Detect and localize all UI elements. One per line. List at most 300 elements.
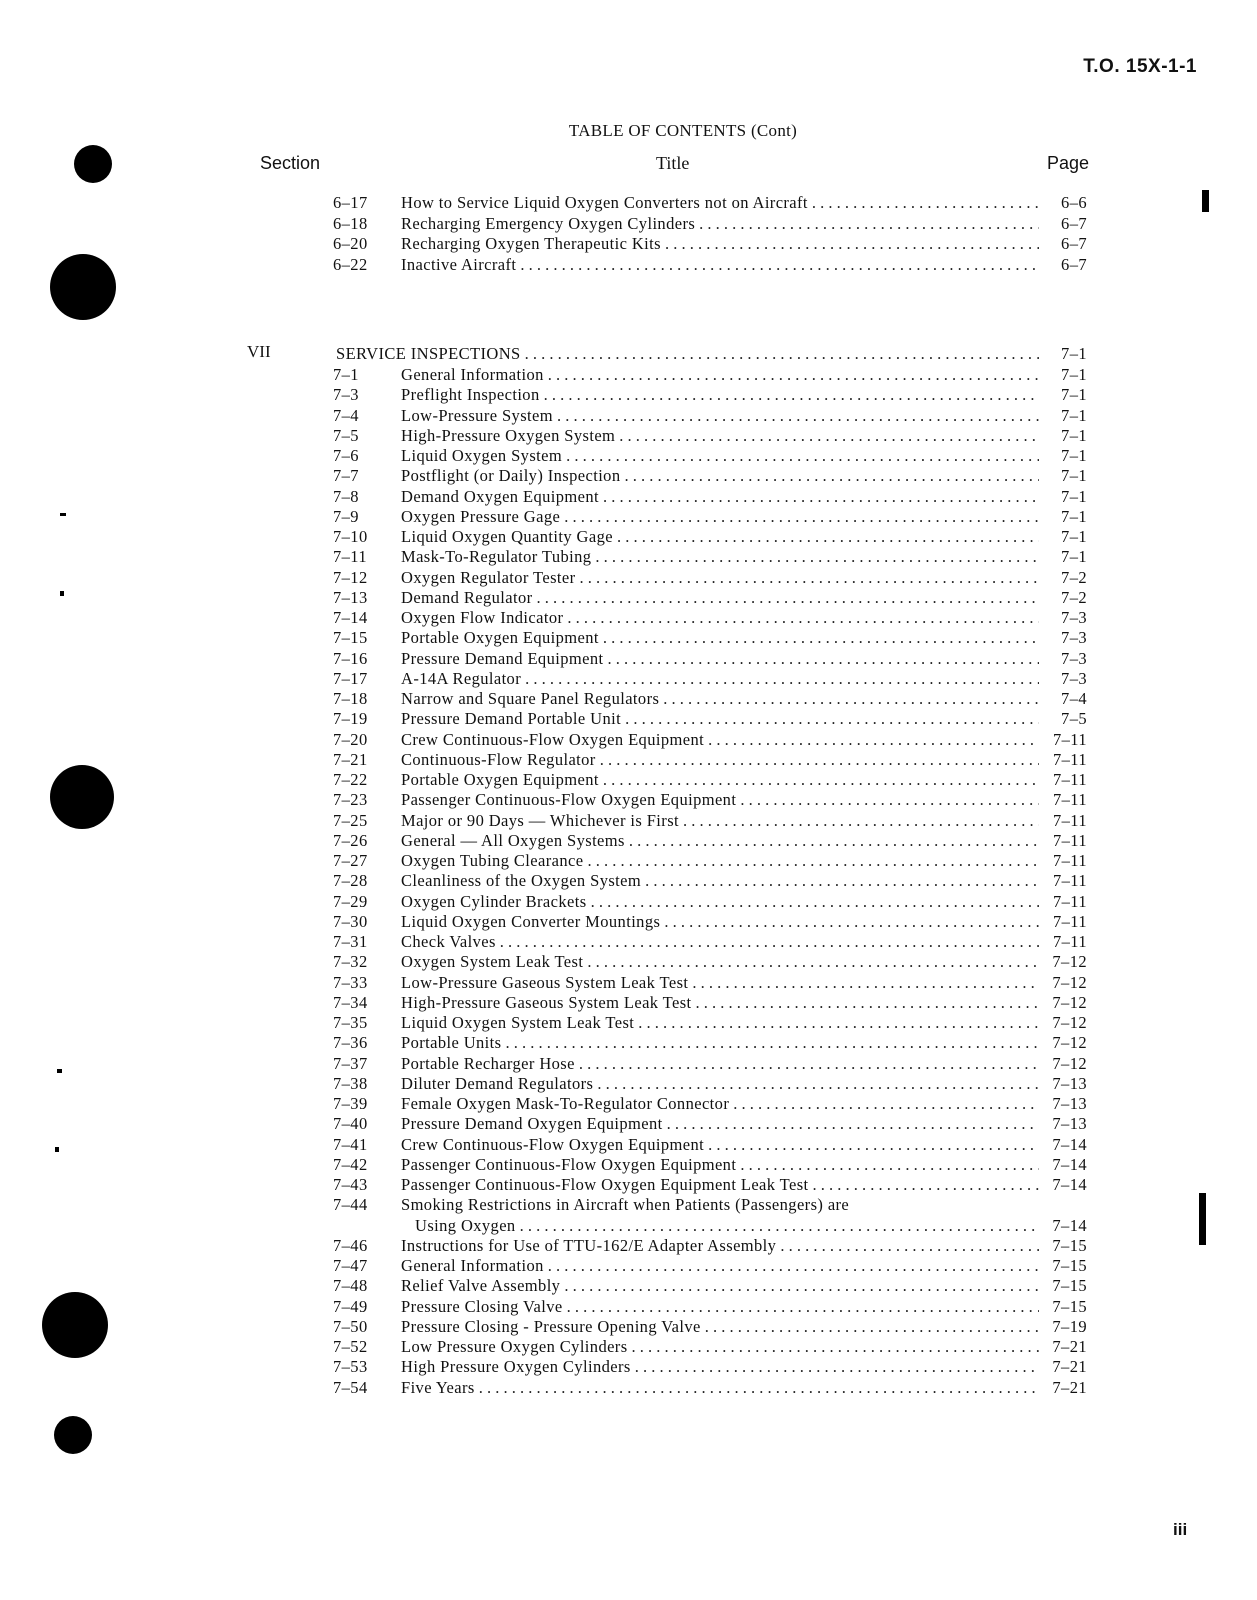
toc-title: Narrow and Square Panel Regulators [401,689,660,708]
toc-title-wrap [401,790,1087,810]
toc-title: Oxygen System Leak Test [401,952,584,971]
toc-paragraph-number: 7–36 [333,1033,368,1052]
toc-page-ref: 7–1 [1061,507,1087,526]
toc-title-wrap [401,1094,1087,1114]
toc-title-wrap [401,1337,1087,1357]
dot-leader [597,1074,1039,1094]
toc-title: Pressure Closing - Pressure Opening Valve [401,1317,701,1336]
toc-title: Passenger Continuous-Flow Oxygen Equipment [401,790,737,809]
toc-title: Cleanliness of the Oxygen System [401,871,642,890]
change-bar [1199,1193,1206,1245]
toc-entry[interactable] [333,1236,1087,1256]
toc-paragraph-number: 7–48 [333,1276,368,1295]
toc-title: Major or 90 Days — Whichever is First [401,811,679,830]
toc-title-wrap [401,750,1087,770]
toc-paragraph-number: 7–41 [333,1135,368,1154]
toc-title: Passenger Continuous-Flow Oxygen Equipment Leak Test [401,1175,809,1194]
toc-paragraph-number: 7–12 [333,568,368,587]
toc-entry[interactable] [333,1378,1087,1398]
toc-entry[interactable] [333,1114,1087,1134]
toc-entry[interactable] [333,547,1087,567]
dot-leader [645,871,1039,891]
toc-title: Portable Oxygen Equipment [401,628,599,647]
toc-title: General Information [401,1256,544,1275]
toc-title-wrap [401,892,1087,912]
toc-title-wrap [401,669,1087,689]
dot-leader [591,892,1039,912]
dot-leader [607,649,1039,669]
toc-title-wrap [401,770,1087,790]
dot-leader [603,487,1039,507]
toc-page-ref: 7–14 [1052,1216,1087,1235]
toc-title-wrap [401,1155,1087,1175]
toc-page-ref: 7–21 [1052,1337,1087,1356]
toc-paragraph-number: 7–52 [333,1337,368,1356]
binder-hole [54,1416,92,1454]
toc-title: Recharging Oxygen Therapeutic Kits [401,234,661,253]
toc-page-ref: 7–11 [1053,851,1087,870]
toc-title-wrap [401,932,1087,952]
dot-leader [780,1236,1039,1256]
dot-leader [537,588,1040,608]
dot-leader [708,730,1039,750]
toc-title-wrap [401,446,1087,466]
toc-entry[interactable] [333,365,1087,385]
dot-leader [595,547,1039,567]
toc-title: Postflight (or Daily) Inspection [401,466,621,485]
toc-paragraph-number: 6–20 [333,234,368,253]
toc-entry[interactable] [333,255,1087,275]
toc-paragraph-number: 7–7 [333,466,359,485]
toc-page-ref: 7–13 [1052,1094,1087,1113]
toc-title: Liquid Oxygen System [401,446,563,465]
toc-paragraph-number: 7–50 [333,1317,368,1336]
dot-leader [567,608,1039,628]
toc-entry[interactable] [333,649,1087,669]
toc-title-wrap [401,973,1087,993]
toc-title: Passenger Continuous-Flow Oxygen Equipment [401,1155,737,1174]
toc-title: Portable Recharger Hose [401,1054,575,1073]
toc-paragraph-number: 7–38 [333,1074,368,1093]
toc-page-ref: 7–11 [1053,871,1087,890]
toc-title-wrap [401,1357,1087,1377]
toc-entry[interactable] [333,1175,1087,1195]
toc-entry[interactable] [333,1297,1087,1317]
toc-paragraph-number: 7–32 [333,952,368,971]
binder-hole [74,145,112,183]
toc-title-wrap [401,507,1087,527]
dot-leader [663,689,1039,709]
toc-entry[interactable] [333,851,1087,871]
toc-paragraph-number: 7–49 [333,1297,368,1316]
binder-hole [50,254,116,320]
toc-title-wrap [401,1297,1087,1317]
toc-paragraph-number: 7–30 [333,912,368,931]
toc-title-wrap [401,487,1087,507]
toc-page-ref: 6–7 [1061,234,1087,253]
toc-page-ref: 7–11 [1053,892,1087,911]
toc-title-wrap [401,426,1087,446]
toc-entry[interactable] [333,1135,1087,1155]
toc-entry[interactable] [333,993,1087,1013]
toc-page-ref: 7–12 [1052,952,1087,971]
toc-entry[interactable] [333,892,1087,912]
toc-title: Preflight Inspection [401,385,540,404]
toc-paragraph-number: 6–17 [333,193,368,212]
toc-page-ref: 7–12 [1052,1013,1087,1032]
toc-entry[interactable] [333,588,1087,608]
toc-title: Oxygen Regulator Tester [401,568,576,587]
toc-entry[interactable] [333,669,1087,689]
toc-title: Check Valves [401,932,496,951]
toc-page-ref: 7–14 [1052,1135,1087,1154]
toc-page-ref: 7–15 [1052,1276,1087,1295]
toc-paragraph-number: 7–17 [333,669,368,688]
dot-leader [566,446,1039,466]
toc-title: Crew Continuous-Flow Oxygen Equipment [401,730,705,749]
toc-entry[interactable] [333,790,1087,810]
toc-title: Female Oxygen Mask-To-Regulator Connector [401,1094,730,1113]
toc-title: Pressure Demand Equipment [401,649,604,668]
toc-title: Inactive Aircraft [401,255,517,274]
toc-title-wrap [401,385,1087,405]
toc-title-wrap [401,1378,1087,1398]
dot-leader [557,406,1039,426]
toc-paragraph-number: 7–54 [333,1378,368,1397]
toc-title: Crew Continuous-Flow Oxygen Equipment [401,1135,705,1154]
dot-leader [520,255,1039,275]
toc-entry[interactable] [333,750,1087,770]
toc-title: Pressure Demand Oxygen Equipment [401,1114,663,1133]
toc-entry[interactable] [333,214,1087,234]
dot-leader [699,214,1039,234]
dot-leader [619,426,1039,446]
toc-entry[interactable] [333,466,1087,486]
toc-page-ref: 7–4 [1061,689,1087,708]
toc-heading: TABLE OF CONTENTS (Cont) [568,121,798,140]
dot-leader [500,932,1039,952]
toc-page-ref: 7–1 [1061,527,1087,546]
dot-leader [812,193,1039,213]
toc-page-ref: 7–11 [1053,770,1087,789]
toc-page-ref: 7–1 [1061,406,1087,425]
toc-paragraph-number: 7–25 [333,811,368,830]
toc-paragraph-number: 7–18 [333,689,368,708]
toc-title-wrap [401,730,1087,750]
toc-title-wrap [401,689,1087,709]
toc-title-wrap [401,1114,1087,1134]
toc-entry[interactable] [333,1256,1087,1276]
toc-entry[interactable] [333,628,1087,648]
toc-page-ref: 7–21 [1052,1357,1087,1376]
toc-paragraph-number: 7–34 [333,993,368,1012]
dot-leader [564,1276,1039,1296]
toc-title-wrap [401,649,1087,669]
toc-entry[interactable] [333,1357,1087,1377]
toc-title: Oxygen Tubing Clearance [401,851,584,870]
toc-title: Oxygen Pressure Gage [401,507,561,526]
toc-entry[interactable] [333,689,1087,709]
dot-leader [635,1357,1039,1377]
toc-entry[interactable] [333,1013,1087,1033]
toc-entry[interactable] [333,608,1087,628]
toc-page-ref: 7–1 [1061,547,1087,566]
toc-paragraph-number: 7–5 [333,426,359,445]
toc-page-ref: 7–3 [1061,628,1087,647]
dot-leader [544,385,1039,405]
toc-page-ref: 7–15 [1052,1236,1087,1255]
toc-paragraph-number: 7–31 [333,932,368,951]
toc-entry[interactable] [333,507,1087,527]
toc-title: Low Pressure Oxygen Cylinders [401,1337,628,1356]
toc-paragraph-number: 7–44 [333,1195,368,1214]
toc-title: Oxygen Cylinder Brackets [401,892,587,911]
toc-title-wrap [401,214,1087,234]
dot-leader [617,527,1039,547]
toc-title: Low-Pressure Gaseous System Leak Test [401,973,689,992]
toc-paragraph-number: 7–16 [333,649,368,668]
toc-page-ref: 7–1 [1061,344,1087,363]
dot-leader [624,466,1039,486]
toc-title-wrap [401,1236,1087,1256]
toc-entry[interactable] [333,811,1087,831]
toc-page-ref: 7–1 [1061,487,1087,506]
toc-page-ref: 7–21 [1052,1378,1087,1397]
toc-paragraph-number: 7–29 [333,892,368,911]
toc-title: Oxygen Flow Indicator [401,608,564,627]
dot-leader [600,750,1039,770]
toc-title: How to Service Liquid Oxygen Converters not on Aircraft [401,193,808,212]
toc-entry[interactable] [333,193,1087,213]
toc-title: Five Years [401,1378,475,1397]
toc-entry[interactable] [333,709,1087,729]
toc-title: Pressure Closing Valve [401,1297,563,1316]
dot-leader [664,912,1039,932]
dot-leader [665,234,1039,254]
toc-paragraph-number: 7–37 [333,1054,368,1073]
toc-paragraph-number: 7–20 [333,730,368,749]
toc-title: A-14A Regulator [401,669,522,688]
dot-leader [603,628,1039,648]
toc-paragraph-number: 7–35 [333,1013,368,1032]
toc-page-ref: 6–6 [1061,193,1087,212]
toc-title-wrap [401,568,1087,588]
toc-page-ref: 7–5 [1061,709,1087,728]
toc-title: General — All Oxygen Systems [401,831,625,850]
toc-title-wrap [401,1074,1087,1094]
toc-title-wrap [401,1317,1087,1337]
toc-title-wrap [401,1256,1087,1276]
toc-paragraph-number: 7–15 [333,628,368,647]
dot-leader [505,1033,1039,1053]
column-header-section: Section [260,153,321,173]
toc-title-wrap [401,851,1087,871]
toc-page-ref: 7–11 [1053,811,1087,830]
dot-leader [638,1013,1039,1033]
toc-title-wrap [401,1013,1087,1033]
scan-speck [57,1069,62,1073]
toc-page-ref: 7–11 [1053,730,1087,749]
dot-leader [733,1094,1039,1114]
toc-title: Instructions for Use of TTU-162/E Adapter Assembly [401,1236,777,1255]
toc-page-ref: 7–15 [1052,1256,1087,1275]
toc-paragraph-number: 7–23 [333,790,368,809]
toc-title-wrap [401,547,1087,567]
binder-hole [50,765,114,829]
toc-title-wrap [401,1054,1087,1074]
column-header-page: Page [1047,153,1090,173]
toc-title-wrap [401,527,1087,547]
toc-page-ref: 7–1 [1061,466,1087,485]
dot-leader [740,1155,1039,1175]
section-number: VII [247,342,271,361]
binder-hole [42,1292,108,1358]
toc-entry[interactable] [333,1276,1087,1296]
toc-paragraph-number: 7–10 [333,527,368,546]
toc-page-ref: 7–2 [1061,568,1087,587]
toc-paragraph-number: 7–46 [333,1236,368,1255]
toc-entry[interactable] [333,871,1087,891]
toc-title: High Pressure Oxygen Cylinders [401,1357,631,1376]
dot-leader [548,365,1039,385]
toc-title-wrap [401,1195,1087,1215]
toc-entry[interactable] [333,1074,1087,1094]
toc-entry[interactable] [333,234,1087,254]
toc-entry[interactable] [333,527,1087,547]
toc-entry[interactable] [333,568,1087,588]
toc-page-ref: 7–19 [1052,1317,1087,1336]
column-header-title: Title [656,153,690,173]
toc-title-wrap [415,1216,1087,1236]
toc-entry[interactable] [333,487,1087,507]
toc-title-wrap [401,1135,1087,1155]
toc-page-ref: 7–12 [1052,1054,1087,1073]
dot-leader [696,993,1039,1013]
toc-paragraph-number: 7–28 [333,871,368,890]
toc-title-wrap [401,608,1087,628]
toc-title-wrap [401,628,1087,648]
toc-page-ref: 7–1 [1061,426,1087,445]
toc-paragraph-number: 7–33 [333,973,368,992]
toc-entry[interactable] [333,730,1087,750]
toc-paragraph-number: 7–4 [333,406,359,425]
toc-title: Mask-To-Regulator Tubing [401,547,592,566]
toc-page-ref: 7–12 [1052,993,1087,1012]
toc-page-ref: 7–14 [1052,1175,1087,1194]
toc-title: Recharging Emergency Oxygen Cylinders [401,214,696,233]
toc-entry[interactable] [333,385,1087,405]
toc-title-wrap [401,912,1087,932]
scan-speck [60,513,66,516]
toc-page-ref: 7–2 [1061,588,1087,607]
toc-title-wrap [401,952,1087,972]
toc-paragraph-number: 6–22 [333,255,368,274]
toc-title-wrap [401,193,1087,213]
toc-entry[interactable] [333,1195,1087,1215]
toc-title-wrap [401,255,1087,275]
toc-title-wrap [401,871,1087,891]
dot-leader [520,1216,1039,1236]
scan-speck [55,1147,59,1152]
toc-entry[interactable] [333,1094,1087,1114]
toc-section-title: SERVICE INSPECTIONS [336,344,521,363]
toc-paragraph-number: 7–21 [333,750,368,769]
toc-page-ref: 7–1 [1061,385,1087,404]
toc-entry[interactable] [333,973,1087,993]
dot-leader [629,831,1039,851]
toc-entry[interactable] [333,831,1087,851]
toc-entry[interactable] [333,952,1087,972]
dot-leader [525,669,1039,689]
toc-paragraph-number: 7–43 [333,1175,368,1194]
toc-page-ref: 7–13 [1052,1114,1087,1133]
toc-title: High-Pressure Gaseous System Leak Test [401,993,692,1012]
toc-section-row[interactable] [333,344,1087,364]
dot-leader [579,1054,1039,1074]
toc-paragraph-number: 7–26 [333,831,368,850]
toc-entry[interactable] [333,1216,1087,1236]
toc-paragraph-number: 7–1 [333,365,359,384]
dot-leader [667,1114,1039,1134]
toc-paragraph-number: 7–47 [333,1256,368,1275]
toc-title: Liquid Oxygen Converter Mountings [401,912,661,931]
toc-entry[interactable] [333,1155,1087,1175]
toc-title: Low-Pressure System [401,406,553,425]
toc-entry[interactable] [333,426,1087,446]
toc-entry[interactable] [333,406,1087,426]
dot-leader [580,568,1039,588]
toc-paragraph-number: 7–13 [333,588,368,607]
toc-entry[interactable] [333,1033,1087,1053]
change-bar [1202,190,1209,212]
toc-title-wrap [401,466,1087,486]
toc-page-ref: 7–14 [1052,1155,1087,1174]
dot-leader [567,1297,1039,1317]
toc-title-wrap [401,406,1087,426]
toc-entry[interactable] [333,932,1087,952]
dot-leader [705,1317,1039,1337]
toc-entry[interactable] [333,912,1087,932]
dot-leader [587,952,1039,972]
toc-entry[interactable] [333,1317,1087,1337]
dot-leader [683,811,1039,831]
dot-leader [603,770,1039,790]
toc-paragraph-number: 6–18 [333,214,368,233]
toc-title: Liquid Oxygen Quantity Gage [401,527,613,546]
technical-order-number: T.O. 15X-1-1 [1083,56,1197,77]
toc-entry[interactable] [333,770,1087,790]
toc-title-wrap [401,831,1087,851]
toc-entry[interactable] [333,1337,1087,1357]
toc-title-wrap [401,365,1087,385]
toc-title-wrap [401,1175,1087,1195]
dot-leader [632,1337,1039,1357]
toc-page-ref: 7–12 [1052,1033,1087,1052]
toc-page-ref: 7–3 [1061,669,1087,688]
toc-paragraph-number: 7–19 [333,709,368,728]
toc-entry[interactable] [333,446,1087,466]
dot-leader [692,973,1039,993]
dot-leader [625,709,1039,729]
toc-title: High-Pressure Oxygen System [401,426,616,445]
toc-page-ref: 7–13 [1052,1074,1087,1093]
toc-page-ref: 7–1 [1061,446,1087,465]
dot-leader [525,344,1039,364]
toc-paragraph-number: 7–11 [333,547,367,566]
toc-title: Using Oxygen [415,1216,516,1235]
toc-entry[interactable] [333,1054,1087,1074]
toc-paragraph-number: 7–14 [333,608,368,627]
